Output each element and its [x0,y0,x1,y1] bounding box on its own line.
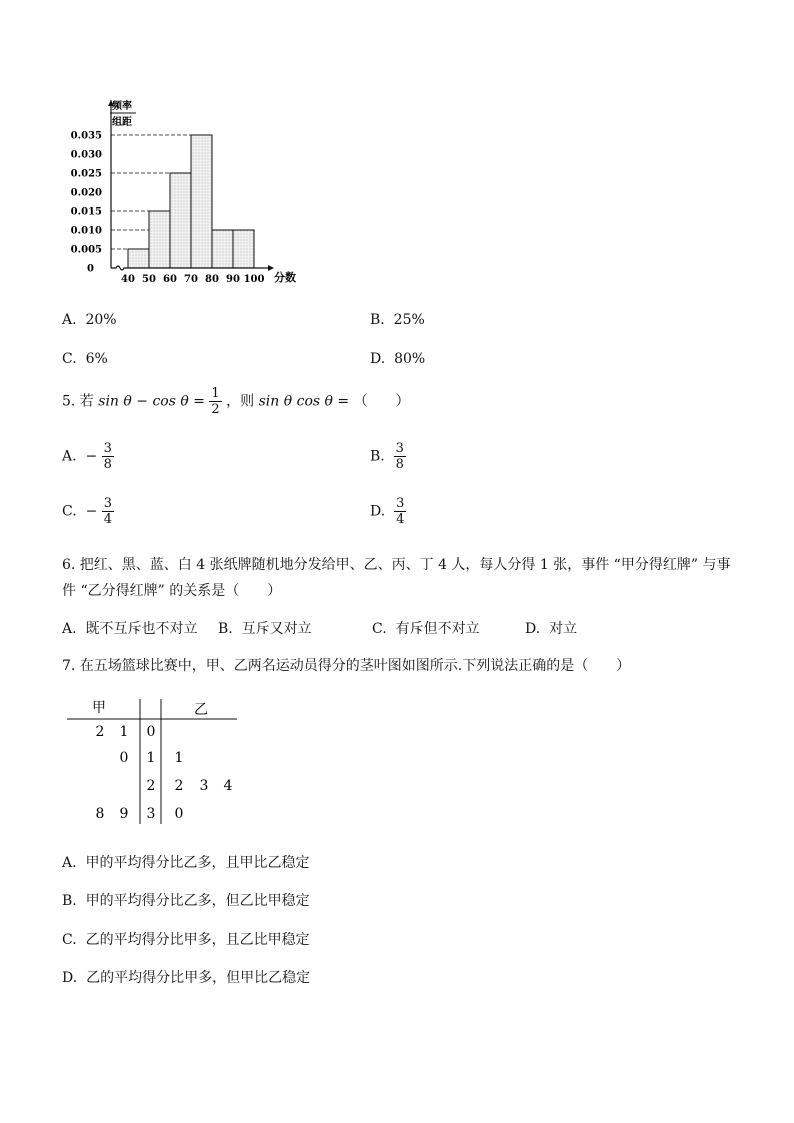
q6-option-c[interactable] [372,618,480,638]
option-letter: C. [62,932,77,948]
option-fraction [394,496,406,527]
fraction-denominator: 8 [395,457,404,472]
left-leaf: 0 [119,750,129,766]
right-leaf: 0 [174,806,184,822]
option-text: 互斥又对立 [241,621,312,637]
q5-expression-2: sin θ cos θ = [258,393,350,410]
left-leaf: 1 [119,724,129,740]
histogram-bar [128,249,149,268]
fraction-denominator: 8 [103,457,112,472]
option-letter: B. [370,312,385,328]
option-letter: D. [525,621,541,637]
q6-option-d[interactable] [525,618,577,638]
option-text: 乙的平均得分比甲多，且乙比甲稳定 [85,932,310,948]
option-sign: − [85,448,98,465]
y-tick-label: 0.020 [70,187,102,199]
x-tick-label: 80 [205,274,219,285]
x-tick-label: 60 [163,274,177,285]
option-fraction [102,496,114,527]
option-text: 有斥但不对立 [395,621,480,637]
right-leaf: 3 [199,778,209,794]
y-tick-label: 0.025 [70,168,102,180]
option-text: 20% [85,312,117,328]
right-leaf: 1 [174,750,184,766]
q4-option-c[interactable] [62,351,108,367]
option-letter: A. [62,312,77,328]
option-text: 甲的平均得分比乙多，但乙比甲稳定 [85,893,310,909]
histogram-bar [149,211,170,268]
q7-option-d[interactable] [62,967,310,987]
option-letter: B. [218,621,233,637]
q4-option-d[interactable] [370,351,425,367]
q5-mid: ，则 [226,393,255,410]
option-letter: D. [62,970,78,986]
option-text: 80% [394,351,426,367]
fraction-numerator: 3 [396,496,405,511]
right-leaf: 4 [223,778,233,794]
q7-option-c[interactable] [62,929,310,949]
fraction-numerator: 3 [103,496,113,511]
q5-expression: sin θ − cos θ = [98,393,205,410]
histogram-bar [212,230,233,268]
q5-option-c[interactable] [62,496,114,527]
stem-and-leaf-plot [62,694,242,826]
right-header: 乙 [194,702,208,718]
histogram-bar [233,230,254,268]
left-header: 甲 [92,700,106,716]
option-text: 6% [85,351,108,367]
fraction-numerator: 3 [395,441,404,456]
q5-stem [62,386,410,417]
option-text: 25% [393,312,425,328]
frequency-histogram [60,92,320,292]
option-text: 乙的平均得分比甲多，但甲比乙稳定 [86,970,311,986]
q7-option-a[interactable] [62,852,309,872]
fraction-denominator: 4 [103,512,113,527]
q4-option-b[interactable] [370,312,425,328]
fraction-denominator: 4 [396,512,405,527]
stem-value: 0 [146,724,156,740]
option-letter: A. [62,621,77,637]
stem-value: 3 [146,806,156,822]
right-leaf: 2 [174,778,184,794]
x-axis-label: 分数 [274,271,296,284]
option-letter: D. [370,351,386,367]
option-letter: A. [62,855,77,871]
x-tick-label: 50 [142,274,156,285]
q5-option-a[interactable] [62,441,114,472]
left-leaf: 8 [95,806,105,822]
q7-option-b[interactable] [62,890,310,910]
option-letter: B. [62,893,77,909]
option-letter: C. [372,621,387,637]
option-letter: A. [62,448,77,465]
option-letter: C. [62,351,77,367]
x-tick-label: 70 [184,274,198,285]
q5-prefix: 5. 若 [62,393,94,410]
y-tick-label: 0.010 [70,225,102,237]
y-tick-label: 0 [87,263,94,275]
q6-option-b[interactable] [218,618,312,638]
q7-stem: 7. 在五场篮球比赛中，甲、乙两名运动员得分的茎叶图如图所示.下列说法正确的是（ ） [62,658,631,674]
y-tick-label: 0.035 [70,130,102,142]
q5-option-d[interactable] [370,496,406,527]
q5-option-b[interactable] [370,441,406,472]
q6-stem-line-2: 件 “乙分得红牌” 的关系是（ ） [62,583,282,599]
q6-stem-line-1: 6. 把红、黑、蓝、白 4 张纸牌随机地分发给甲、乙、丙、丁 4 人，每人分得 1 张，事件 “甲分得红牌” 与事 [62,557,731,573]
option-text: 甲的平均得分比乙多，且甲比乙稳定 [85,855,310,871]
q5-fraction [209,386,221,417]
y-tick-label: 0.005 [70,244,102,256]
histogram-bar [191,135,212,268]
fraction-denominator: 2 [211,402,220,417]
fraction-numerator: 3 [103,441,112,456]
option-fraction [102,441,114,472]
fraction-numerator: 1 [211,386,220,401]
stem-value: 2 [146,778,156,794]
option-letter: B. [370,448,385,465]
stem-value: 1 [146,750,156,766]
option-fraction [394,441,406,472]
y-tick-label: 0.030 [70,149,102,161]
q6-option-a[interactable] [62,618,197,638]
option-text: 对立 [549,621,578,637]
x-tick-label: 40 [121,274,135,285]
x-tick-label: 100 [243,274,265,285]
x-tick-label: 90 [226,274,240,285]
option-sign: − [85,503,98,520]
histogram-bar [170,173,191,268]
y-tick-label: 0.015 [70,206,102,218]
option-letter: D. [370,503,386,520]
option-letter: C. [62,503,77,520]
answer-blank: （ ） [353,393,410,410]
q4-option-a[interactable] [62,312,117,328]
y-axis-label-bottom: 组距 [112,117,132,128]
left-leaf: 2 [95,724,105,740]
left-leaf: 9 [119,806,129,822]
y-axis-label-top: 频率 [112,101,132,112]
option-text: 既不互斥也不对立 [85,621,198,637]
